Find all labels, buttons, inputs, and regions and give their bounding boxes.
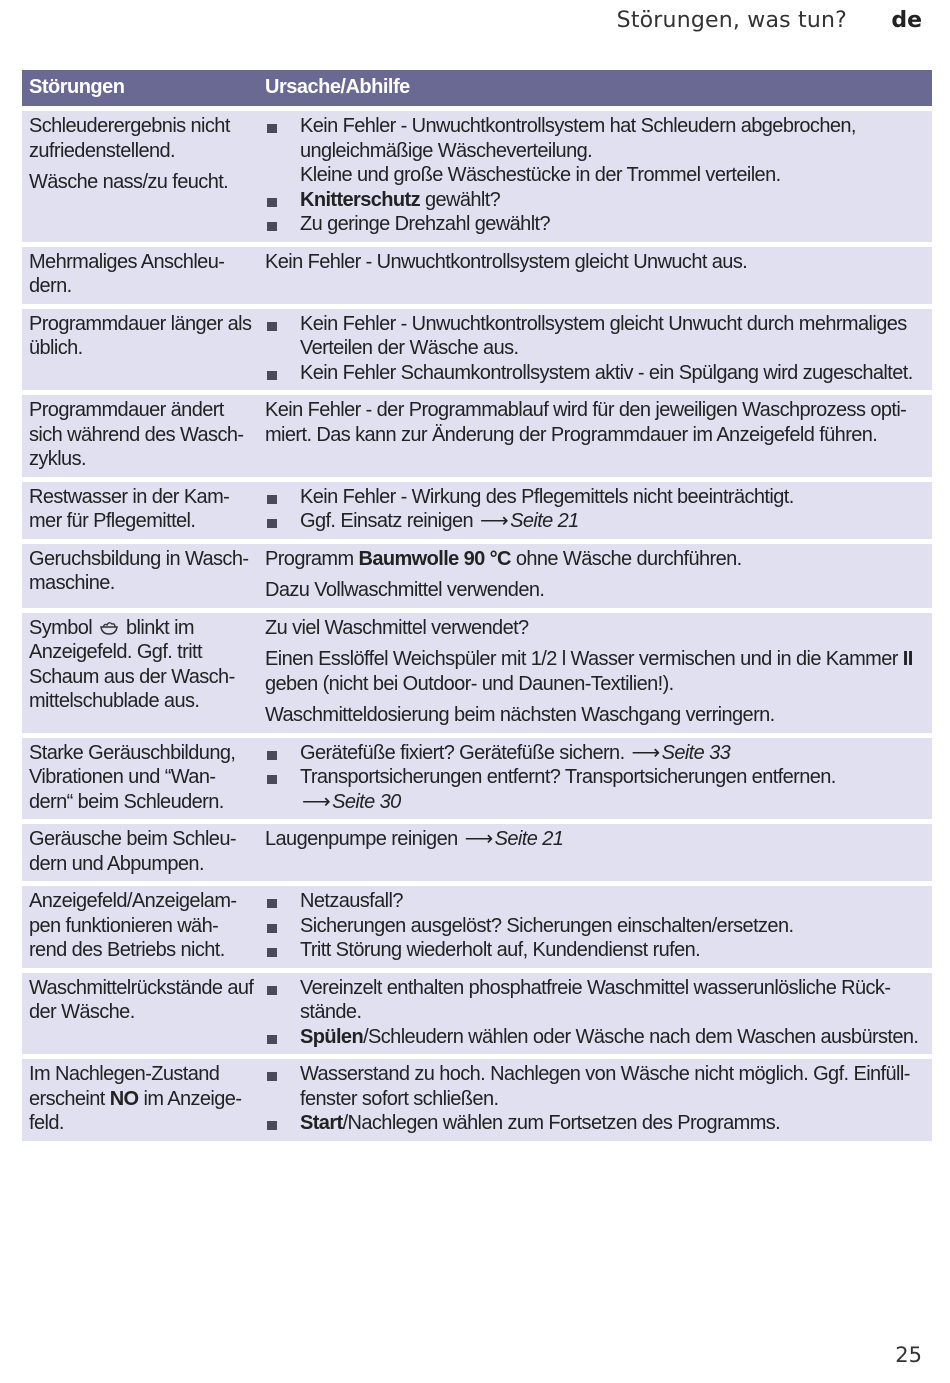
list-item (265, 361, 924, 386)
remedy-list (265, 312, 924, 386)
table-row (22, 544, 932, 608)
table-row (22, 111, 932, 242)
remedy-text: Waschmitteldosierung beim nächsten Waschgang verringern. (265, 704, 775, 726)
remedy-text: Kein Fehler - Unwuchtkontrollsystem gleicht Unwucht aus. (265, 250, 748, 273)
remedy-cell (258, 824, 932, 881)
problem-cell (22, 824, 258, 881)
display-code: NO (109, 1087, 139, 1110)
list-item (265, 212, 924, 237)
list-item (265, 114, 924, 188)
remedy-text: Zu geringe Drehzahl gewählt? (300, 213, 551, 235)
problem-text: Programmdauer länger als üblich. (29, 312, 252, 359)
problem-cell (22, 111, 258, 242)
remedy-cell (258, 544, 932, 608)
remedy-text (265, 647, 924, 696)
troubleshooting-table (22, 65, 932, 1146)
problem-text-part: im Anzeige-feld. (29, 1087, 242, 1134)
problem-text (29, 616, 254, 714)
remedy-text-part: Programm (265, 547, 359, 570)
problem-text: Starke Geräuschbildung, Vibrationen und “Wan-dern“ beim Schleudern. (29, 741, 236, 813)
remedy-text: Transportsicherungen entfernt? Transportsicherungen entfernen. (300, 766, 836, 788)
table-row (22, 482, 932, 539)
remedy-list (265, 889, 924, 963)
table-row (22, 738, 932, 820)
remedy-text: /Schleudern wählen oder Wäsche nach dem Waschen ausbürsten. (363, 1025, 919, 1048)
remedy-cell (258, 613, 932, 733)
page-reference: Seite 21 (494, 828, 564, 850)
arrow-right-icon: ⟶ (302, 790, 331, 813)
problem-text: Wäsche nass/zu feucht. (29, 171, 229, 193)
list-item (265, 312, 924, 361)
remedy-cell (258, 309, 932, 391)
remedy-list (265, 741, 924, 815)
problem-text: Schleuderergebnis nicht zufriedenstellend. (29, 115, 230, 162)
page-reference: Seite 21 (510, 510, 579, 532)
arrow-right-icon: ⟶ (480, 510, 509, 532)
program-name: Spülen (300, 1025, 364, 1048)
remedy-text: Dazu Vollwaschmittel verwenden. (265, 579, 545, 601)
remedy-text-part: geben (nicht bei Outdoor- und Daunen-Textilien!). (265, 672, 674, 695)
language-code: de (891, 8, 922, 33)
table-row (22, 395, 932, 477)
list-item (265, 1025, 924, 1050)
remedy-text: Kein Fehler - Wirkung des Pflegemittels nicht beeinträchtigt. (300, 485, 794, 508)
problem-cell (22, 482, 258, 539)
list-item (265, 889, 924, 914)
problem-cell (22, 309, 258, 391)
remedy-text: Kein Fehler - Unwuchtkontrollsystem gleicht Unwucht durch mehrmaliges Verteilen der Wäsche aus. (300, 312, 907, 359)
page-number: 25 (895, 1343, 922, 1367)
arrow-right-icon: ⟶ (631, 741, 660, 764)
list-item (265, 509, 924, 534)
remedy-text: gewählt? (419, 188, 501, 211)
problem-text-part: Im Nachlegen-Zustand erscheint (29, 1063, 220, 1110)
problem-cell (22, 1059, 258, 1141)
list-item (265, 765, 924, 814)
table-row (22, 247, 932, 304)
table-row (22, 973, 932, 1055)
page-section-title: Störungen, was tun? (616, 8, 847, 33)
foam-bowl-icon (99, 620, 119, 636)
remedy-text: Tritt Störung wiederholt auf, Kundendienst rufen. (300, 939, 701, 961)
remedy-text-part: Einen Esslöffel Weichspüler mit 1/2 l Wasser vermischen und in die Kammer (265, 648, 903, 670)
remedy-text: Kein Fehler Schaumkontrollsystem aktiv - ein Spülgang wird zugeschaltet. (300, 361, 913, 384)
remedy-cell (258, 482, 932, 539)
table-row (22, 886, 932, 968)
problem-cell (22, 395, 258, 477)
problem-text: Geruchsbildung in Wasch-maschine. (29, 547, 249, 594)
remedy-text: Zu viel Waschmittel verwendet? (265, 616, 529, 639)
remedy-text: Netzausfall? (300, 890, 403, 912)
arrow-right-icon: ⟶ (464, 828, 493, 850)
remedy-text: Wasserstand zu hoch. Nachlegen von Wäsche nicht möglich. Ggf. Einfüll-fenster sofort schließen. (300, 1063, 910, 1110)
remedy-cell (258, 886, 932, 968)
problem-text (29, 1062, 254, 1136)
problem-text: Mehrmaliges Anschleu-dern. (29, 250, 225, 297)
page-reference: Seite 33 (661, 741, 731, 764)
remedy-text (265, 827, 924, 852)
list-item (265, 914, 924, 939)
problem-cell (22, 738, 258, 820)
problem-text: Waschmittelrückstände auf der Wäsche. (29, 976, 254, 1023)
remedy-text-part: ohne Wäsche durchführen. (510, 547, 742, 570)
remedy-cell (258, 738, 932, 820)
list-item (265, 741, 924, 766)
remedy-text (265, 547, 924, 572)
column-header-cause-remedy: Ursache/Abhilfe (258, 70, 932, 106)
problem-text: Programmdauer ändert sich während des Wasch-zyklus. (29, 399, 244, 470)
column-header-problems: Störungen (22, 70, 258, 106)
remedy-cell (258, 1059, 932, 1141)
table-row (22, 1059, 932, 1141)
remedy-list (265, 485, 924, 534)
program-name: Baumwolle 90 °C (358, 547, 511, 570)
remedy-text: Ggf. Einsatz reinigen (300, 510, 474, 532)
remedy-cell (258, 247, 932, 304)
table-row (22, 309, 932, 391)
problem-cell (22, 247, 258, 304)
problem-text: Anzeigefeld/Anzeigelam-pen funktionieren wäh-rend des Betriebs nicht. (29, 890, 237, 961)
table-row (22, 613, 932, 733)
problem-text-part: blinkt im Anzeigefeld. Ggf. tritt Schaum aus der Wasch-mittelschublade aus. (29, 616, 235, 712)
problem-cell (22, 973, 258, 1055)
problem-cell (22, 886, 258, 968)
remedy-text-part: Laugenpumpe reinigen (265, 828, 458, 850)
problem-text-part: Symbol (29, 616, 93, 639)
list-item (265, 976, 924, 1025)
program-name: Knitterschutz (300, 188, 420, 211)
button-name: Start (300, 1112, 343, 1134)
remedy-text: Kein Fehler - der Programmablauf wird für den jeweiligen Waschprozess opti-miert. Das kann zur Änderung der Programmdauer im Anzeigefeld führen. (265, 399, 907, 446)
remedy-text: Gerätefüße fixiert? Gerätefüße sichern. (300, 741, 625, 764)
remedy-text: /Nachlegen wählen zum Fortsetzen des Programms. (342, 1112, 781, 1134)
remedy-cell (258, 395, 932, 477)
remedy-list (265, 976, 924, 1050)
list-item (265, 1062, 924, 1111)
problem-text: Restwasser in der Kam-mer für Pflegemittel. (29, 485, 230, 532)
chamber-label: II (902, 648, 913, 670)
problem-text: Geräusche beim Schleu-dern und Abpumpen. (29, 828, 236, 875)
problem-cell (22, 613, 258, 733)
remedy-list (265, 1062, 924, 1136)
list-item (265, 188, 924, 213)
page-reference: Seite 30 (332, 790, 401, 813)
remedy-cell (258, 973, 932, 1055)
list-item (265, 485, 924, 510)
problem-cell (22, 544, 258, 608)
table-header-row (22, 70, 932, 106)
remedy-text: Vereinzelt enthalten phosphatfreie Waschmittel wasserunlösliche Rück-stände. (300, 976, 891, 1023)
table-row (22, 824, 932, 881)
remedy-text: Kein Fehler - Unwuchtkontrollsystem hat Schleudern abgebrochen, ungleichmäßige Wäscheverteilung. (300, 115, 856, 162)
remedy-text: Kleine und große Wäschestücke in der Trommel verteilen. (300, 164, 781, 186)
remedy-list (265, 114, 924, 237)
remedy-text: Sicherungen ausgelöst? Sicherungen einschalten/ersetzen. (300, 914, 794, 937)
list-item (265, 1111, 924, 1136)
remedy-cell (258, 111, 932, 242)
list-item (265, 938, 924, 963)
